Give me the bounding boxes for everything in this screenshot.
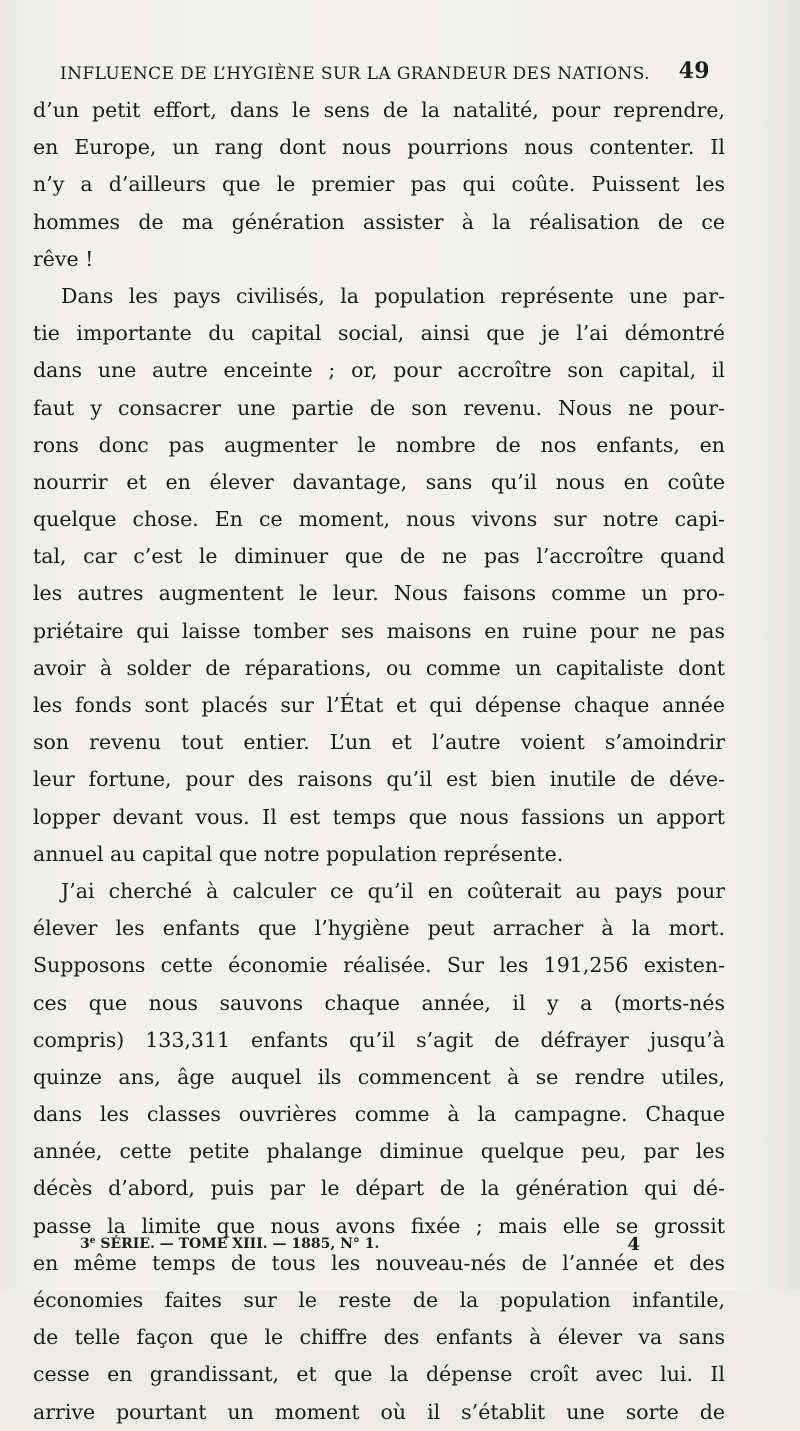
text-line: dans les classes ouvrières comme à la campagne. Chaque xyxy=(33,1102,725,1127)
text-line: économies faites sur le reste de la population infantile, xyxy=(33,1288,725,1312)
text-line: Dans les pays civilisés, la population représente une par- xyxy=(61,283,725,308)
series-details: SÉRIE. — TOME XIII. — 1885, N° 1. xyxy=(95,1236,380,1252)
text-line: tie importante du capital social, ainsi que je l’ai démontré xyxy=(33,321,725,346)
series-info xyxy=(80,1236,379,1252)
text-line: de telle façon que le chiffre des enfants à élever va sans xyxy=(33,1325,725,1350)
text-line: priétaire qui laisse tomber ses maisons en ruine pour ne pas xyxy=(33,618,725,643)
text-line: ces que nous sauvons chaque année, il y a (morts-nés xyxy=(33,990,725,1015)
text-line: nourrir et en élever davantage, sans qu’il nous en coûte xyxy=(33,469,725,494)
text-line: faut y consacrer une partie de son revenu. Nous ne pour- xyxy=(33,395,725,420)
text-line: cesse en grandissant, et que la dépense croît avec lui. Il xyxy=(33,1362,725,1387)
text-line: les fonds sont placés sur l’État et qui dépense chaque année xyxy=(33,693,725,717)
text-line: dans une autre enceinte ; or, pour accroître son capital, il xyxy=(33,358,725,383)
text-line: lopper devant vous. Il est temps que nous fassions un apport xyxy=(33,804,725,829)
text-line: élever les enfants que l’hygiène peut arracher à la mort. xyxy=(33,916,725,941)
footer xyxy=(80,1236,640,1260)
text-line: n’y a d’ailleurs que le premier pas qui coûte. Puissent les xyxy=(33,172,725,197)
series-suffix: e xyxy=(89,1236,96,1246)
text-line: son revenu tout entier. L’un et l’autre voient s’amoindrir xyxy=(33,730,725,755)
signature-mark: 4 xyxy=(627,1234,640,1255)
text-line: compris) 133,311 enfants qu’il s’agit de défrayer jusqu’à xyxy=(33,1027,725,1052)
running-head xyxy=(60,58,710,88)
text-line: en même temps de tous les nouveau-nés de l’année et des xyxy=(33,1250,725,1275)
text-line: rêve ! xyxy=(33,246,94,271)
text-line: avoir à solder de réparations, ou comme un capitaliste dont xyxy=(33,655,725,680)
text-line: année, cette petite phalange diminue quelque peu, par les xyxy=(33,1139,725,1164)
text-line: J’ai cherché à calculer ce qu’il en coûterait au pays pour xyxy=(61,878,725,903)
text-line: leur fortune, pour des raisons qu’il est bien inutile de déve- xyxy=(33,767,725,792)
body-text xyxy=(33,92,725,1431)
text-line: décès d’abord, puis par le départ de la génération qui dé- xyxy=(33,1176,725,1201)
text-line: tal, car c’est le diminuer que de ne pas l’accroître quand xyxy=(33,544,725,569)
text-line: quinze ans, âge auquel ils commencent à se rendre utiles, xyxy=(33,1064,725,1089)
text-line: d’un petit effort, dans le sens de la natalité, pour reprendre, xyxy=(33,98,725,122)
text-line: quelque chose. En ce moment, nous vivons sur notre capi- xyxy=(33,507,725,532)
text-line: passe la limite que nous avons fixée ; mais elle se grossit xyxy=(33,1213,725,1238)
text-line: annuel au capital que notre population représente. xyxy=(33,841,564,866)
text-line: arrive pourtant un moment où il s’établit une sorte de xyxy=(33,1399,725,1424)
text-line: rons donc pas augmenter le nombre de nos enfants, en xyxy=(33,432,725,457)
text-line: hommes de ma génération assister à la réalisation de ce xyxy=(33,209,725,234)
text-line: les autres augmentent le leur. Nous faisons comme un pro- xyxy=(33,581,725,606)
text-line: en Europe, un rang dont nous pourrions nous contenter. Il xyxy=(33,135,725,160)
text-line: Supposons cette économie réalisée. Sur les 191,256 existen- xyxy=(33,953,725,978)
series-number: 3 xyxy=(80,1236,90,1252)
running-head-title: INFLUENCE DE L’HYGIÈNE SUR LA GRANDEUR DES NATIONS. xyxy=(60,64,650,84)
page-number: 49 xyxy=(678,58,710,84)
